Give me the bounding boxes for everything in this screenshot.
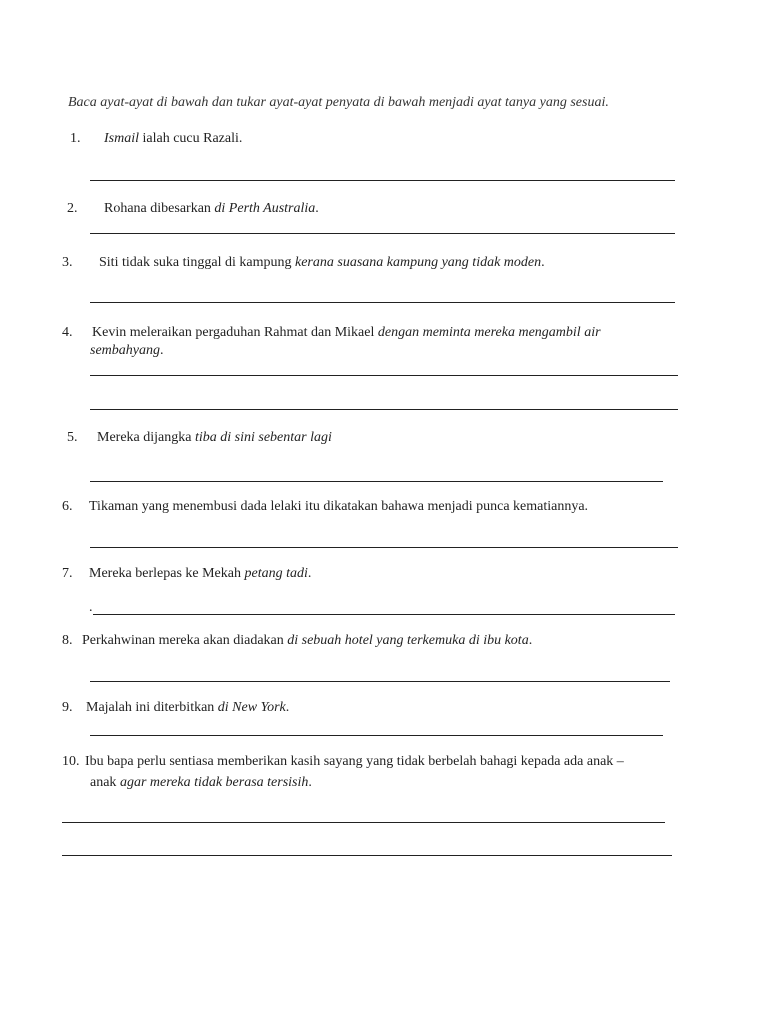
question-italic-text: di New York [217, 700, 286, 715]
answer-line[interactable] [62, 855, 672, 856]
answer-line[interactable] [93, 614, 675, 615]
question-plain-text: . [307, 566, 312, 581]
question-plain-text: . [308, 775, 312, 790]
question-3-text [99, 255, 545, 271]
question-plain-text: . [528, 633, 533, 648]
question-plain-text: Perkahwinan mereka akan diadakan [82, 633, 288, 648]
question-number: 2. [67, 201, 78, 216]
question-italic-text: di Perth Australia [214, 201, 316, 216]
answer-line[interactable] [62, 822, 665, 823]
question-3 [62, 255, 73, 271]
question-7-text [89, 566, 311, 582]
question-plain-text: . [315, 201, 319, 216]
question-number: 6. [62, 499, 73, 514]
question-plain-text: anak [90, 775, 120, 790]
answer-line[interactable] [90, 409, 678, 410]
question-1-text [104, 131, 242, 147]
question-number: 8. [62, 633, 73, 648]
question-6 [62, 499, 73, 515]
question-number: 7. [62, 566, 73, 581]
question-number: 5. [67, 430, 78, 445]
answer-line[interactable] [90, 481, 663, 482]
question-plain-text: Mereka dijangka [97, 430, 195, 445]
question-plain-text: Tikaman yang menembusi dada lelaki itu dikatakan bahawa menjadi punca kematiannya. [89, 499, 589, 514]
question-1 [70, 131, 81, 147]
question-8-text [82, 633, 532, 649]
question-italic-text: tiba di sini sebentar lagi [194, 430, 332, 445]
question-plain-text: Majalah ini diterbitkan [86, 700, 218, 715]
question-6-text [89, 499, 588, 515]
answer-line[interactable] [90, 547, 678, 548]
question-10-text-line2 [90, 775, 312, 791]
question-number: 1. [70, 131, 81, 146]
question-10 [62, 754, 80, 770]
question-4-text-line1 [92, 325, 601, 341]
answer-line[interactable] [90, 681, 670, 682]
answer-line-prefix: . [89, 600, 93, 615]
question-7 [62, 566, 73, 582]
answer-line[interactable] [90, 233, 675, 234]
question-8 [62, 633, 73, 649]
question-plain-text: Kevin meleraikan pergaduhan Rahmat dan Mikael [92, 325, 378, 340]
question-number: 10. [62, 754, 80, 769]
question-italic-text: kerana suasana kampung yang tidak moden [295, 255, 542, 270]
question-plain-text: Mereka berlepas ke Mekah [89, 566, 245, 581]
question-plain-text: . [285, 700, 290, 715]
question-italic-text: sembahyang [90, 343, 160, 358]
question-2-text [104, 201, 319, 217]
answer-line[interactable] [90, 735, 663, 736]
question-italic-text: di sebuah hotel yang terkemuka di ibu kota [287, 633, 529, 648]
answer-line[interactable] [90, 180, 675, 181]
question-4 [62, 325, 73, 341]
question-plain-text: Siti tidak suka tinggal di kampung [99, 255, 295, 270]
question-4-text-line2 [90, 343, 164, 359]
question-plain-text: Ibu bapa perlu sentiasa memberikan kasih sayang yang tidak berbelah bahagi kepada ada anak – [85, 754, 624, 769]
question-plain-text: Rohana dibesarkan [104, 201, 215, 216]
question-plain-text: ialah cucu Razali. [139, 131, 243, 146]
question-number: 9. [62, 700, 73, 715]
question-number: 3. [62, 255, 73, 270]
question-number: 4. [62, 325, 73, 340]
question-2 [67, 201, 78, 217]
question-italic-text: agar mereka tidak berasa tersisih [119, 775, 309, 790]
question-5 [67, 430, 78, 446]
question-italic-text: dengan meminta mereka mengambil air [377, 325, 601, 340]
question-plain-text: . [541, 255, 545, 270]
question-9 [62, 700, 73, 716]
question-10-text-line1 [85, 754, 624, 770]
question-plain-text: . [160, 343, 164, 358]
instruction-text: Baca ayat-ayat di bawah dan tukar ayat-ayat penyata di bawah menjadi ayat tanya yang sesuai. [68, 95, 609, 110]
answer-line[interactable] [90, 302, 675, 303]
question-italic-text: petang tadi [244, 566, 308, 581]
question-5-text [97, 430, 332, 446]
question-9-text [86, 700, 289, 716]
answer-line[interactable] [90, 375, 678, 376]
question-italic-text: Ismail [104, 131, 139, 146]
